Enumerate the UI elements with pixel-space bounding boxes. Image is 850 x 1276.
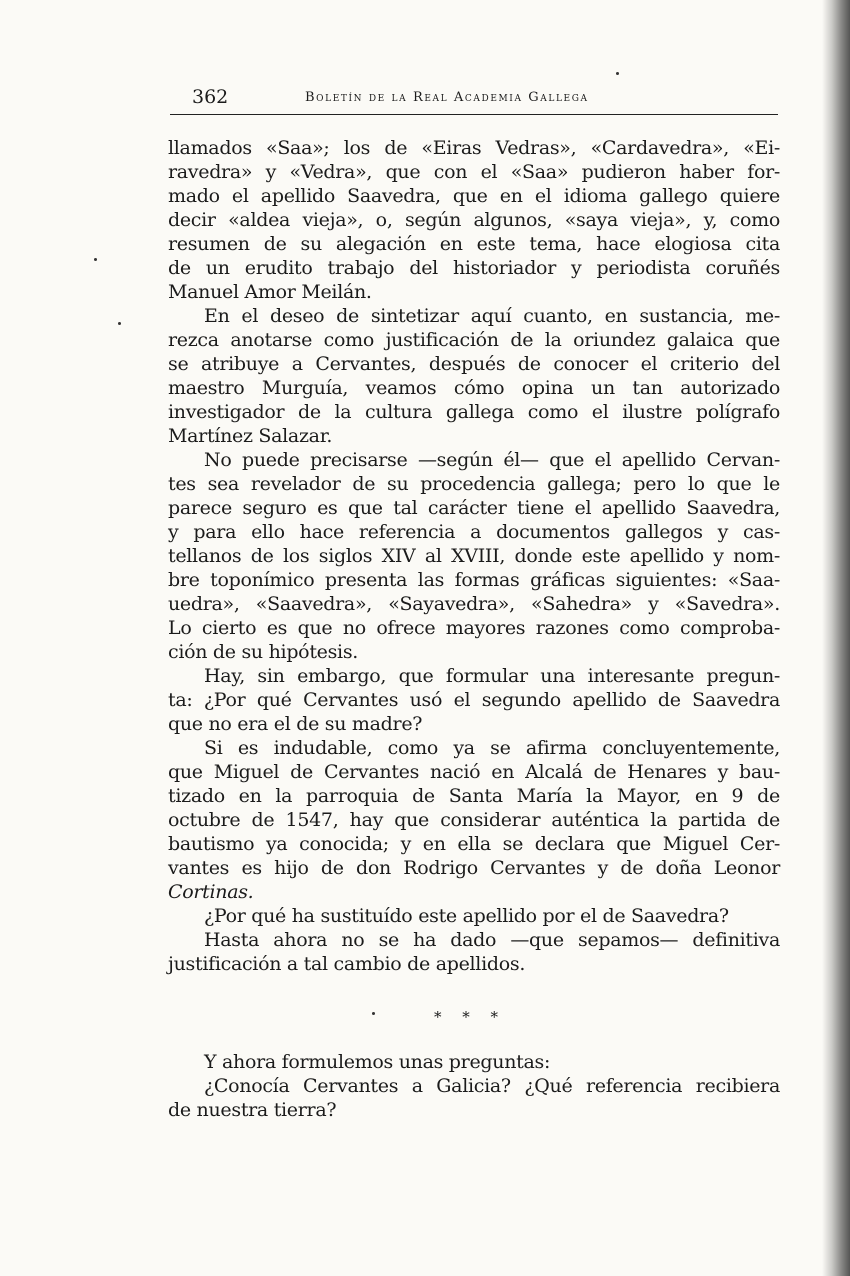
text-line: tizado en la parroquia de Santa María la Mayor, en 9 de bbox=[168, 785, 780, 807]
text-line: investigador de la cultura gallega como el ilustre polígrafo bbox=[168, 401, 780, 423]
text-line: mado el apellido Saavedra, que en el idioma gallego quiere bbox=[168, 185, 780, 207]
closing-text bbox=[168, 1050, 780, 1122]
text-line: Martínez Salazar. bbox=[168, 425, 333, 447]
text-line: tellanos de los siglos XIV al XVIII, donde este apellido y nom- bbox=[168, 545, 780, 567]
text-line: octubre de 1547, hay que considerar auténtica la partida de bbox=[168, 809, 780, 831]
text-line: Manuel Amor Meilán. bbox=[168, 281, 372, 303]
text-line: bre toponímico presenta las formas gráficas siguientes: «Saa- bbox=[168, 569, 780, 591]
text-line: No puede precisarse —según él— que el apellido Cervan- bbox=[204, 449, 780, 471]
ink-speck bbox=[94, 258, 97, 261]
section-separator: * * * bbox=[433, 1008, 507, 1026]
text-line: ¿Por qué ha sustituído este apellido por el de Saavedra? bbox=[204, 905, 729, 927]
text-line: parece seguro es que tal carácter tiene el apellido Saavedra, bbox=[168, 497, 780, 519]
page-number: 362 bbox=[192, 86, 229, 108]
text-line: En el deseo de sintetizar aquí cuanto, en sustancia, me- bbox=[204, 305, 780, 327]
text-line: ¿Conocía Cervantes a Galicia? ¿Qué referencia recibiera bbox=[204, 1075, 780, 1097]
text-line: vantes es hijo de don Rodrigo Cervantes y de doña Leonor bbox=[168, 857, 780, 879]
text-line: Hay, sin embargo, que formular una interesante pregun- bbox=[204, 665, 780, 687]
text-line: bautismo ya conocida; y en ella se declara que Miguel Cer- bbox=[168, 833, 780, 855]
text-line: llamados «Saa»; los de «Eiras Vedras», «Cardavedra», «Ei- bbox=[168, 137, 780, 159]
text-line: ravedra» y «Vedra», que con el «Saa» pudieron haber for- bbox=[168, 161, 780, 183]
text-line: se atribuye a Cervantes, después de conocer el criterio del bbox=[168, 353, 780, 375]
text-line: uedra», «Saavedra», «Sayavedra», «Sahedra» y «Savedra». bbox=[168, 593, 780, 615]
header-rule bbox=[170, 114, 778, 115]
text-line: ta: ¿Por qué Cervantes usó el segundo apellido de Saavedra bbox=[168, 689, 780, 711]
body-text bbox=[168, 136, 780, 976]
text-line: Hasta ahora no se ha dado —que sepamos— definitiva bbox=[204, 929, 780, 951]
text-line: de nuestra tierra? bbox=[168, 1099, 337, 1121]
ink-speck bbox=[616, 72, 619, 75]
text-line: Y ahora formulemos unas preguntas: bbox=[204, 1051, 551, 1073]
text-line: rezca anotarse como justificación de la oriundez galaica que bbox=[168, 329, 780, 351]
running-title: Boletín de la Real Academia Gallega bbox=[305, 90, 589, 105]
text-line: y para ello hace referencia a documentos gallegos y cas- bbox=[168, 521, 780, 543]
ink-speck bbox=[372, 1012, 375, 1015]
text-line: Lo cierto es que no ofrece mayores razones como comproba- bbox=[168, 617, 780, 639]
text-line: resumen de su alegación en este tema, hace elogiosa cita bbox=[168, 233, 780, 255]
page-header bbox=[170, 84, 780, 110]
text-line: Cortinas. bbox=[168, 881, 254, 903]
text-line: de un erudito trabajo del historiador y periodista coruñés bbox=[168, 257, 780, 279]
ink-speck bbox=[118, 322, 121, 325]
page-edge-shadow bbox=[822, 0, 850, 1276]
text-line: que no era el de su madre? bbox=[168, 713, 423, 735]
text-line: maestro Murguía, veamos cómo opina un tan autorizado bbox=[168, 377, 780, 399]
text-line: que Miguel de Cervantes nació en Alcalá de Henares y bau- bbox=[168, 761, 780, 783]
text-line: tes sea revelador de su procedencia gallega; pero lo que le bbox=[168, 473, 780, 495]
text-line: decir «aldea vieja», o, según algunos, «saya vieja», y, como bbox=[168, 209, 780, 231]
text-line: Si es indudable, como ya se afirma concluyentemente, bbox=[204, 737, 780, 759]
text-line: justificación a tal cambio de apellidos. bbox=[168, 953, 526, 975]
text-line: ción de su hipótesis. bbox=[168, 641, 359, 663]
